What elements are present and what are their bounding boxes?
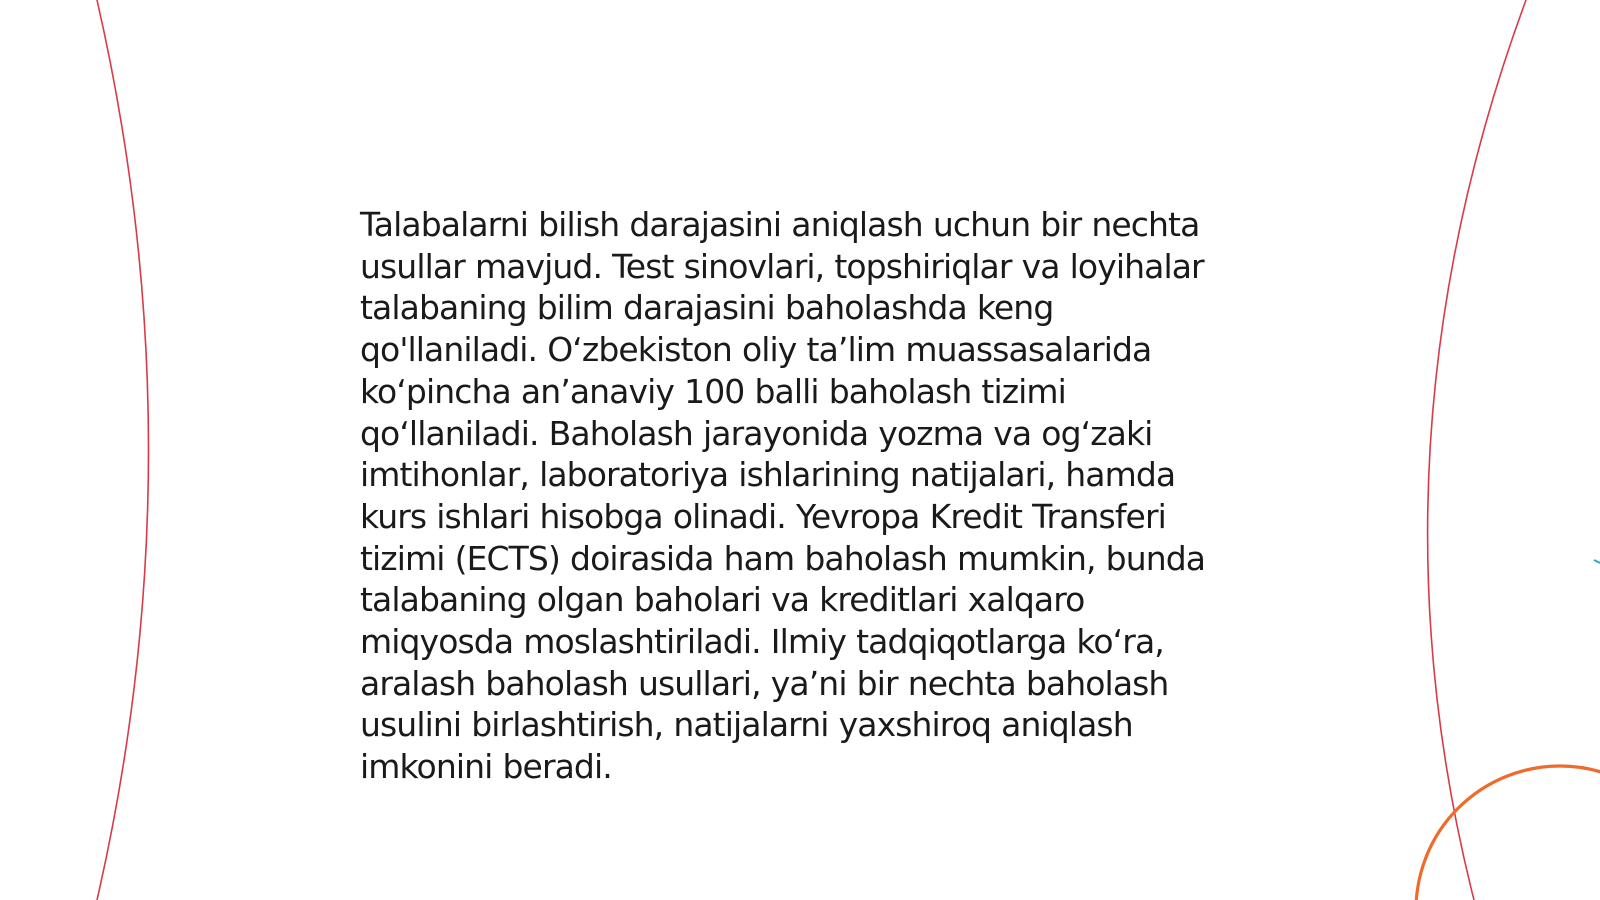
teal-accent-mark xyxy=(1594,560,1600,563)
orange-circle-arc xyxy=(1416,766,1600,900)
right-red-curve xyxy=(1428,0,1526,900)
body-paragraph: Talabalarni bilish darajasini aniqlash uchun bir nechta usullar mavjud. Test sinovlari, topshiriqlar va loyihalar talabaning bilim darajasini baholashda keng qo'llaniladi. O‘zbekiston oliy ta’lim muassasalarida ko‘pincha an’anaviy 100 balli baholash tizimi qo‘llaniladi. Baholash jarayonida yozma va og‘zaki imtihonlar, laboratoriya ishlarining natijalari, hamda kurs ishlari hisobga olinadi. Yevropa Kredit Transferi tizimi (ECTS) doirasida ham baholash mumkin, bunda talabaning olgan baholari va kreditlari xalqaro miqyosda moslashtiriladi. Ilmiy tadqiqotlarga ko‘ra, aralash baholash usullari, ya’ni bir nechta baholash usulini birlashtirish, natijalarni yaxshiroq aniqlash imkonini beradi. xyxy=(360,205,1206,787)
left-red-curve xyxy=(97,0,149,900)
